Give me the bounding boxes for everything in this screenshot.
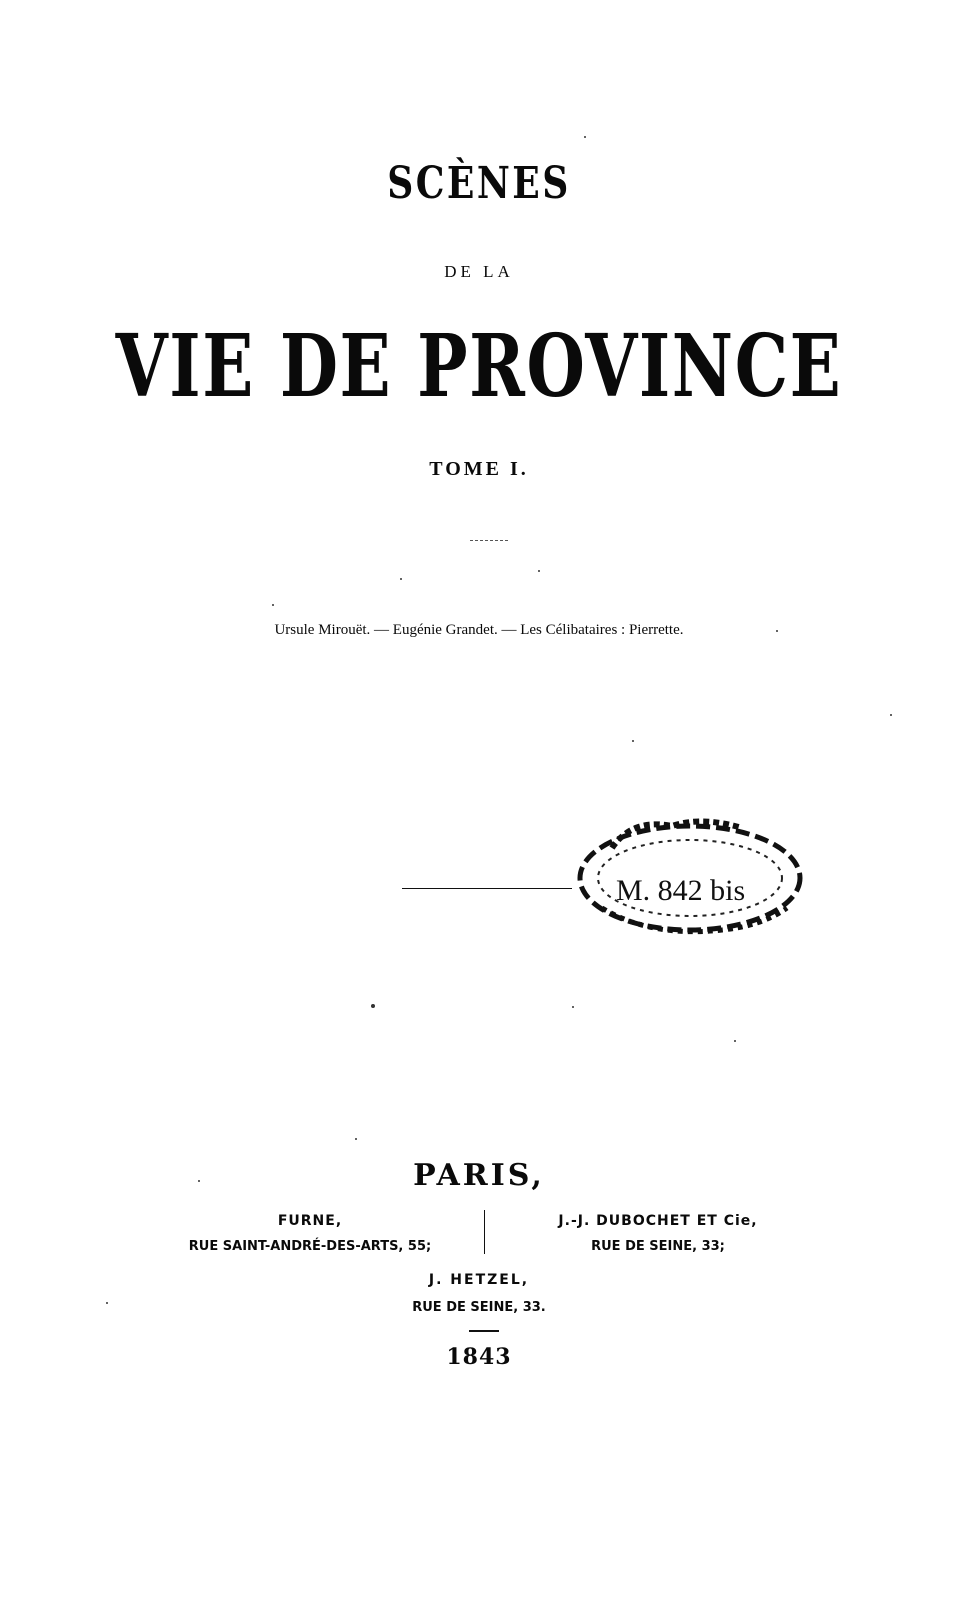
scan-speck	[400, 578, 402, 580]
publisher-right-name: J.-J. DUBOCHET ET Cie,	[558, 1213, 758, 1229]
horizontal-rule	[402, 888, 572, 889]
scan-speck	[355, 1138, 357, 1140]
library-stamp	[572, 808, 812, 962]
scan-speck	[776, 630, 778, 632]
publisher-center-address: RUE DE SEINE, 33.	[412, 1300, 546, 1315]
contents-line: Ursule Mirouët. — Eugénie Grandet. — Les Célibataires : Pierrette.	[274, 622, 684, 638]
short-rule	[469, 1330, 499, 1332]
publisher-left-address: RUE SAINT-ANDRÉ-DES-ARTS, 55;	[188, 1239, 432, 1254]
publisher-left-name: FURNE,	[277, 1213, 343, 1229]
publisher-right	[498, 1208, 818, 1260]
publication-year: 1843	[446, 1344, 512, 1370]
scan-speck	[572, 1006, 574, 1008]
main-title: VIE DE PROVINCE	[115, 316, 843, 417]
publisher-right-address: RUE DE SEINE, 33;	[591, 1239, 725, 1254]
scan-speck	[371, 1004, 375, 1008]
imprint-city: PARIS,	[413, 1158, 545, 1193]
stamp-shelfmark: M. 842 bis	[616, 874, 746, 907]
volume-label: TOME I.	[429, 458, 529, 480]
publisher-center	[0, 1266, 958, 1322]
scan-speck	[198, 1180, 200, 1182]
publisher-center-name: J. HETZEL,	[428, 1272, 530, 1288]
title-line-2: DE LA	[444, 262, 514, 281]
ornament-divider	[470, 540, 508, 541]
scan-speck	[734, 1040, 736, 1042]
publisher-left	[150, 1208, 470, 1260]
title-line-1: SCÈNES	[387, 158, 571, 209]
scan-speck	[632, 740, 634, 742]
scan-speck	[890, 714, 892, 716]
publisher-divider	[484, 1210, 485, 1254]
scan-speck	[538, 570, 540, 572]
scan-speck	[106, 1302, 108, 1304]
scan-speck	[272, 604, 274, 606]
scan-speck	[584, 136, 586, 138]
